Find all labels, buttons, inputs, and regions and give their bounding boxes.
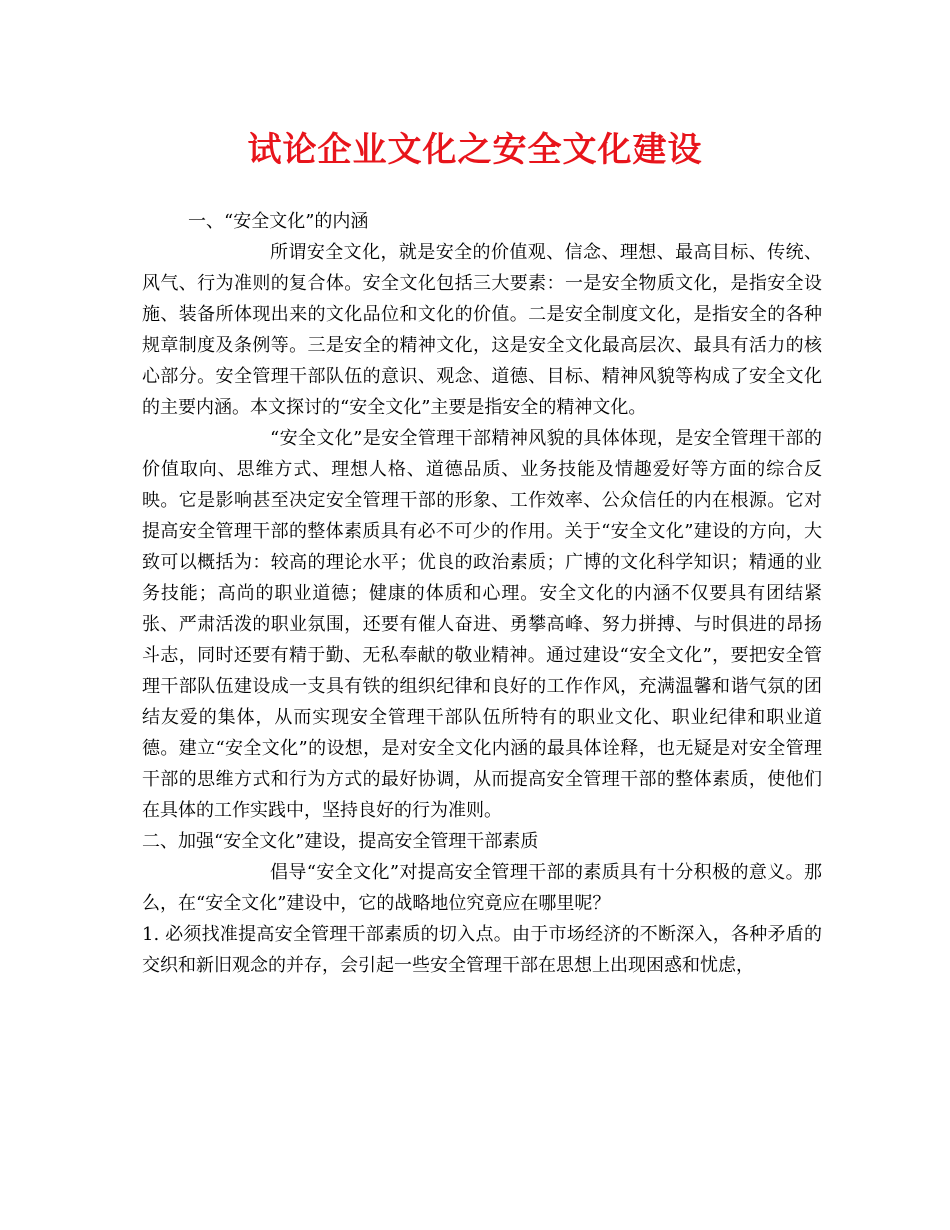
document-body	[142, 206, 822, 981]
paragraph-3: 倡导“安全文化”对提高安全管理干部的素质具有十分积极的意义。那么，在“安全文化”建设中，它的战略地位究竟应在哪里呢？	[142, 862, 822, 914]
section-heading-2: 二、加强“安全文化”建设，提高安全管理干部素质	[142, 831, 539, 852]
paragraph-1: 所谓安全文化，就是安全的价值观、信念、理想、最高目标、传统、风气、行为准则的复合体。安全文化包括三大要素：一是安全物质文化，是指安全设施、装备所体现出来的文化品位和文化的价值。二是安全制度文化，是指安全的各种规章制度及条例等。三是安全的精神文化，这是安全文化最高层次、最具有活力的核心部分。安全管理干部队伍的意识、观念、道德、目标、精神风貌等构成了安全文化的主要内涵。本文探讨的“安全文化”主要是指安全的精神文化。	[142, 242, 822, 418]
list-item-1: 1. 必须找准提高安全管理干部素质的切入点。由于市场经济的不断深入，各种矛盾的交织和新旧观念的并存，会引起一些安全管理干部在思想上出现困惑和忧虑，	[142, 924, 822, 976]
paragraph-2: “安全文化”是安全管理干部精神风貌的具体体现，是安全管理干部的价值取向、思维方式、理想人格、道德品质、业务技能及情趣爱好等方面的综合反映。它是影响甚至决定安全管理干部的形象、工作效率、公众信任的内在根源。它对提高安全管理干部的整体素质具有必不可少的作用。关于“安全文化”建设的方向，大致可以概括为：较高的理论水平；优良的政治素质；广博的文化科学知识；精通的业务技能；高尚的职业道德；健康的体质和心理。安全文化的内涵不仅要具有团结紧张、严肃活泼的职业氛围，还要有催人奋进、勇攀高峰、努力拼搏、与时俱进的昂扬斗志，同时还要有精于勤、无私奉献的敬业精神。通过建设“安全文化”，要把安全管理干部队伍建设成一支具有铁的组织纪律和良好的工作作风，充满温馨和谐气氛的团结友爱的集体，从而实现安全管理干部队伍所特有的职业文化、职业纪律和职业道德。建立“安全文化”的设想，是对安全文化内涵的最具体诠释，也无疑是对安全管理干部的思维方式和行为方式的最好协调，从而提高安全管理干部的整体素质，使他们在具体的工作实践中，坚持良好的行为准则。	[142, 428, 822, 821]
document-title: 试论企业文化之安全文化建设	[247, 130, 703, 170]
section-heading-1: 一、“安全文化”的内涵	[188, 211, 369, 232]
